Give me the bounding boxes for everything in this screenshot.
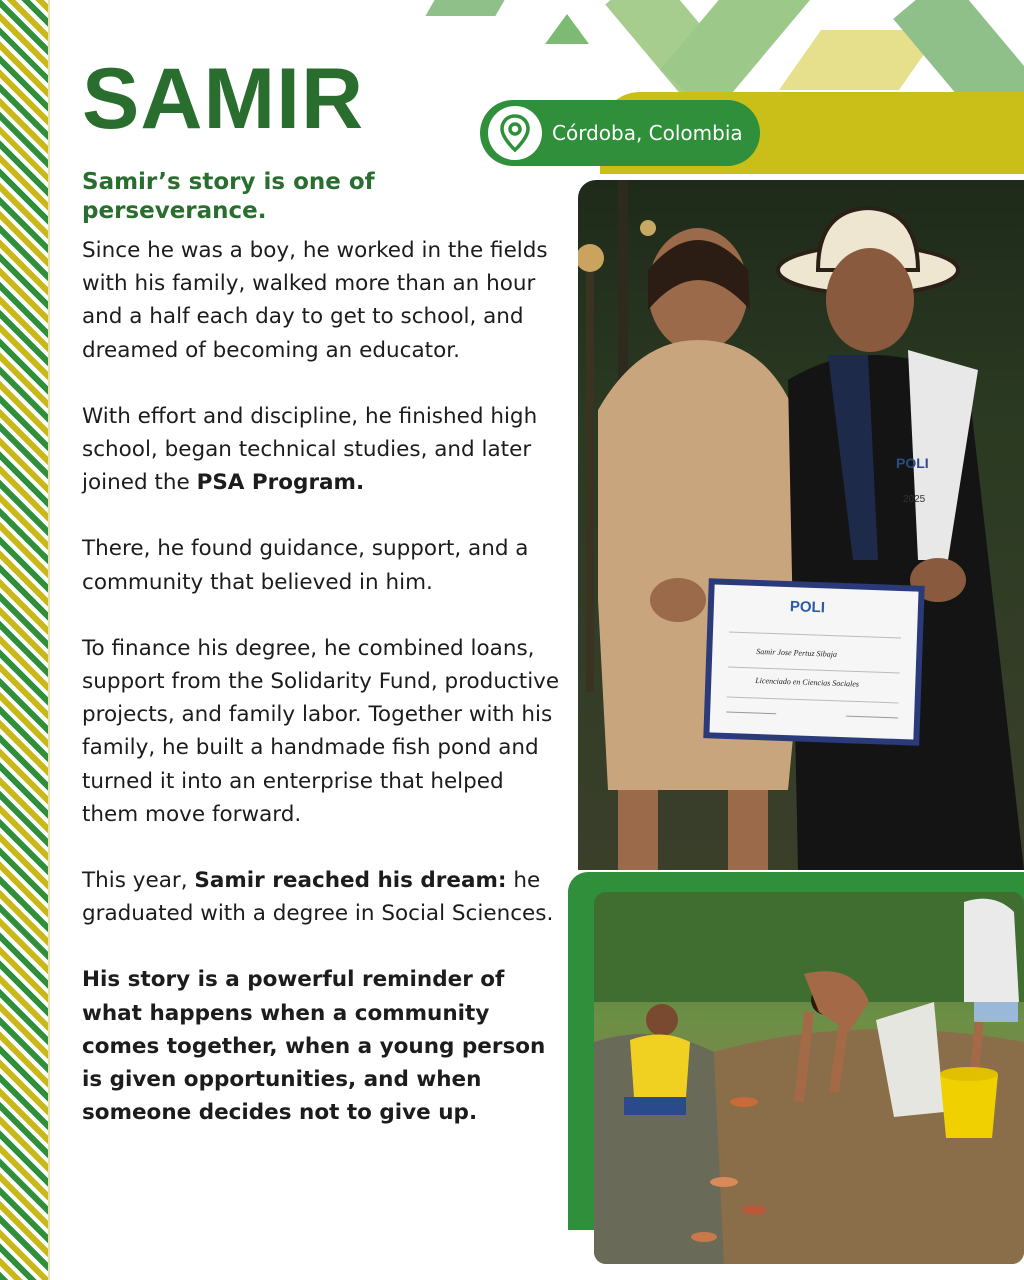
program-name: PSA Program. [196,470,365,496]
diploma-brand: POLI [789,598,826,617]
text: he graduated with a degree in Social Sciences. [82,868,554,927]
fish-pond-photo [594,892,1024,1264]
paragraph: There, he found guidance, support, and a community that believed in him. [82,536,529,595]
closing-statement: His story is a powerful reminder of what happens when a community comes together, when a young person is given opportunities, and when someone decides not to give up. [82,967,546,1126]
highlight: Samir reached his dream: [194,868,507,894]
diploma-name: Samir Jose Pertuz Sibaja [756,646,838,659]
decorative-border [0,0,48,1280]
location-label: Córdoba, Colombia [552,121,743,145]
stole-brand: POLI [896,455,929,471]
subheading: Samir’s story is one of perseverance. [82,169,375,224]
location-badge [480,100,760,166]
text: With effort and discipline, he finished high school, began technical studies, and later joined the [82,403,538,496]
paragraph [82,864,560,930]
graduation-photo [578,180,1024,870]
decorative-shape [425,0,504,16]
map-pin-icon [488,106,542,160]
paragraph: To finance his degree, he combined loans, support from the Solidarity Fund, productive projects, and family labor. Together with his family, he built a handmade fish pond and turned it into an enterprise that helped them move forward. [82,635,560,827]
page-title: SAMIR [82,51,365,147]
paragraph [82,400,560,500]
decorative-shape [545,14,589,44]
story-text [82,168,560,1129]
paragraph: Since he was a boy, he worked in the fields with his family, walked more than an hour and a half each day to get to school, and dreamed of becoming an educator. [82,238,548,363]
stole-year: 2025 [903,494,926,505]
diploma-degree: Licenciado en Ciencias Sociales [755,675,860,689]
text: This year, [82,868,195,894]
